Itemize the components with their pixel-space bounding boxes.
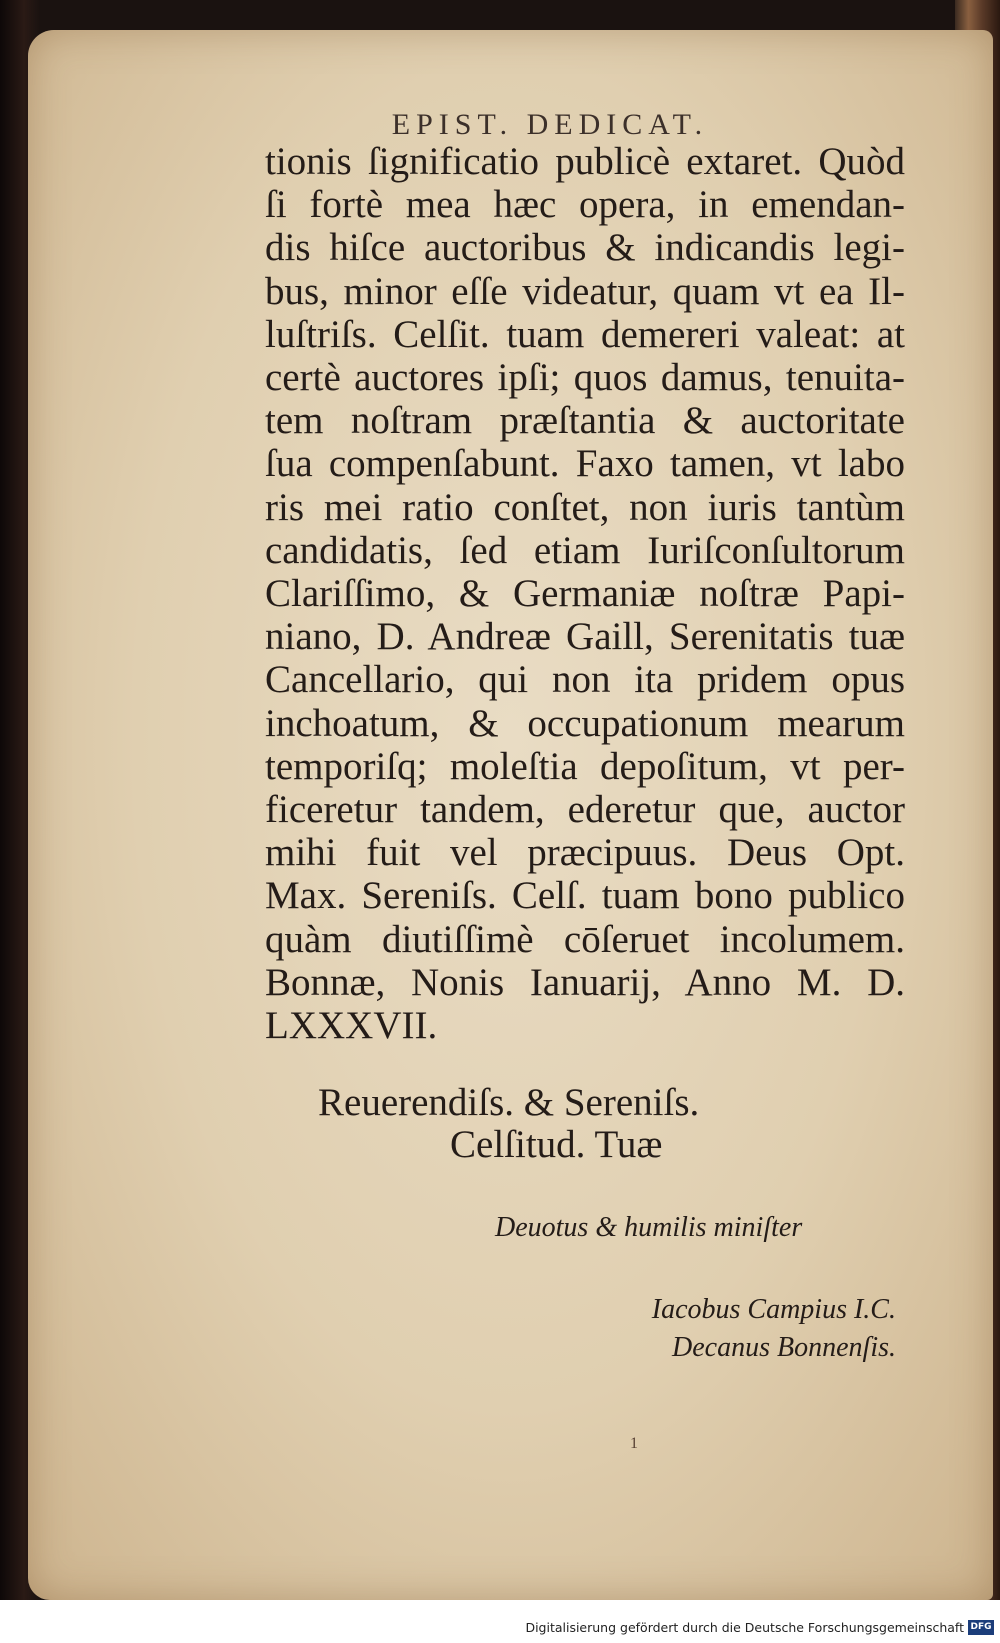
text-line: tem noſtram præſtantia & auctoritate [265,399,905,443]
text-line: Max. Sereniſs. Celſ. tuam bono publico [265,874,905,918]
text-line: Bonnæ, Nonis Ianuarij, Anno M. D. [265,960,905,1004]
text-line: ſi fortè mea hæc opera, in emendan- [265,183,905,227]
running-title: EPIST. DEDICAT. [391,108,709,141]
dfg-logo-icon: DFG [968,1620,994,1635]
text-line: Cancellario, qui non ita pridem opus [265,658,905,702]
signature-servant-line: Deuotus & humilis miniſter [495,1212,803,1243]
text-line: mihi fuit vel præcipuus. Deus Opt. [265,831,905,875]
closing-salutation-2: Celſitud. Tuæ [450,1123,663,1166]
text-line: ris mei ratio conſtet, non iuris tantùm [265,485,905,529]
text-line: quàm diutiſſimè cōſeruet incolumem. [265,917,905,961]
text-line: bus, minor eſſe videatur, quam vt ea Il- [265,269,905,313]
text-line: certè auctores ipſi; quos damus, tenuita- [265,356,905,400]
text-line: dis hiſce auctoribus & indicandis legi- [265,226,905,270]
text-line: Clariſſimo, & Germaniæ noſtræ Papi- [265,572,905,616]
text-line: ficeretur tandem, ederetur que, auctor [265,788,905,832]
signature-mark: 1 [630,1435,638,1452]
footer-credit: Digitalisierung gefördert durch die Deutsche Forschungsgemeinschaft [525,1620,964,1635]
text-line: niano, D. Andreæ Gaill, Serenitatis tuæ [265,615,905,659]
text-line: temporiſq; moleſtia depoſitum, vt per- [265,744,905,788]
text-line: tionis ſignificatio publicè extaret. Quòd [265,140,905,183]
text-line: candidatis, ſed etiam Iuriſconſultorum [265,528,905,572]
text-line: ſua compenſabunt. Faxo tamen, vt labo [265,442,905,486]
text-line: luſtriſs. Celſit. tuam demereri valeat: at [265,312,905,356]
text-line: inchoatum, & occupationum mearum [265,701,905,745]
text-line: LXXXVII. [265,1004,438,1048]
footer-bar [0,1600,1000,1643]
signature-name: Iacobus Campius I.C. [651,1294,896,1325]
closing-salutation: Reuerendiſs. & Sereniſs. [318,1081,700,1124]
dedication-body [265,140,905,1047]
signature-title: Decanus Bonnenſis. [672,1332,896,1363]
